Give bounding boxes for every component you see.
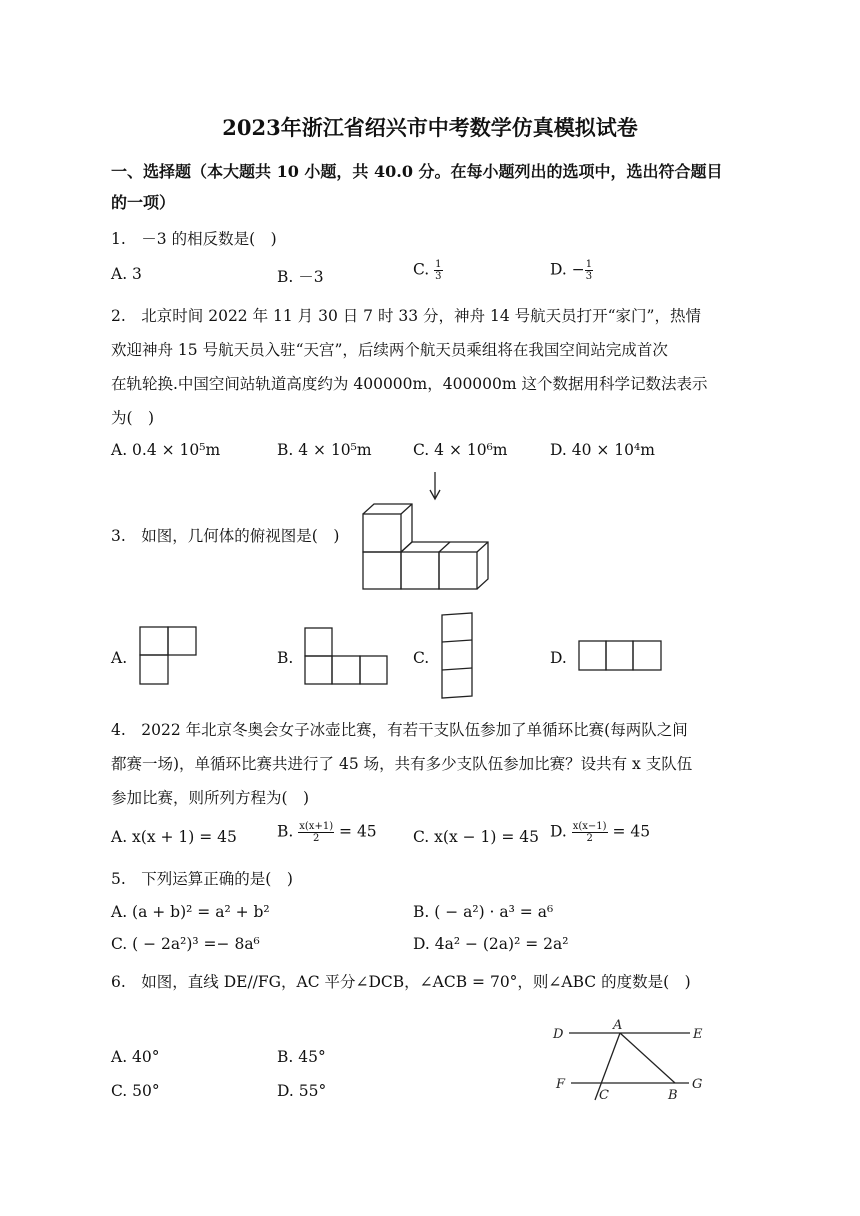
q2-option-c: C. 4 × 10⁶m bbox=[413, 441, 508, 459]
frac-numerator: x(x+1) bbox=[299, 821, 334, 832]
q6-option-d: D. 55° bbox=[277, 1082, 327, 1100]
q5-option-d: D. 4a² − (2a)² = 2a² bbox=[413, 935, 569, 953]
label-b: B bbox=[668, 1088, 678, 1103]
q1-option-c-fraction bbox=[434, 259, 442, 282]
label-a: A bbox=[613, 1018, 623, 1033]
question-4-stem-line3: 参加比赛，则所列方程为( ) bbox=[111, 789, 310, 807]
question-4-stem-line2: 都赛一场)，单循环比赛共进行了 45 场，共有多少支队伍参加比赛？设共有 x 支队伍 bbox=[111, 755, 693, 773]
q1-option-c bbox=[413, 259, 443, 282]
q6-option-c: C. 50° bbox=[111, 1082, 160, 1100]
q4-option-d bbox=[550, 821, 650, 844]
section-header-line1: 一、选择题（本大题共 10 小题，共 40.0 分。在每小题列出的选项中，选出符合题目 bbox=[111, 162, 723, 181]
label-f: F bbox=[556, 1077, 566, 1092]
q3-option-c-figure bbox=[440, 612, 476, 700]
section-header-line2: 的一项） bbox=[111, 193, 176, 212]
question-6-stem: 6. 如图，直线 DE//FG，AC 平分∠DCB，∠ACB = 70°，则∠ABC 的度数是( ) bbox=[111, 973, 691, 991]
q4-option-a: A. x(x + 1) = 45 bbox=[111, 828, 237, 846]
frac-denominator: 2 bbox=[312, 833, 320, 844]
frac-numerator: 1 bbox=[585, 259, 593, 270]
q3-option-d-label: D. bbox=[550, 649, 567, 667]
question-1-stem: 1. －3 的相反数是( ) bbox=[111, 230, 277, 248]
question-3-stem: 3. 如图，几何体的俯视图是( ) bbox=[111, 527, 340, 545]
label-g: G bbox=[692, 1077, 703, 1092]
question-2-stem-line2: 欢迎神舟 15 号航天员入驻“天宫”，后续两个航天员乘组将在我国空间站完成首次 bbox=[111, 341, 668, 359]
q6-option-b: B. 45° bbox=[277, 1048, 326, 1066]
q6-geometry-figure bbox=[550, 1016, 720, 1106]
q3-option-a-figure bbox=[139, 626, 199, 686]
q4-option-b-prefix: B. bbox=[277, 822, 294, 841]
q6-option-a: A. 40° bbox=[111, 1048, 160, 1066]
frac-denominator: 3 bbox=[585, 271, 593, 282]
frac-denominator: 2 bbox=[586, 833, 593, 844]
q3-solid-figure bbox=[360, 472, 500, 597]
frac-numerator: x(x−1) bbox=[572, 821, 607, 832]
q4-option-d-rhs: = 45 bbox=[612, 822, 651, 841]
q1-option-d-fraction bbox=[585, 259, 593, 282]
q1-option-c-prefix: C. bbox=[413, 260, 430, 279]
q4-option-b-fraction bbox=[298, 821, 334, 844]
label-e: E bbox=[693, 1027, 703, 1042]
q4-option-b-rhs: = 45 bbox=[339, 822, 377, 841]
q5-option-a: A. (a + b)² = a² + b² bbox=[111, 903, 270, 921]
frac-denominator: 3 bbox=[435, 271, 442, 282]
q1-option-d-prefix: D. − bbox=[550, 260, 585, 279]
question-5-stem: 5. 下列运算正确的是( ) bbox=[111, 870, 293, 888]
q3-option-d-figure bbox=[578, 640, 664, 672]
label-d: D bbox=[553, 1027, 564, 1042]
question-4-stem-line1: 4. 2022 年北京冬奥会女子冰壶比赛，有若干支队伍参加了单循环比赛(每两队之间 bbox=[111, 721, 688, 739]
question-2-stem-line3: 在轨轮换.中国空间站轨道高度约为 400000m，400000m 这个数据用科学记数法表示 bbox=[111, 375, 708, 393]
q2-option-a: A. 0.4 × 10⁵m bbox=[111, 441, 221, 459]
q5-option-c: C. ( − 2a²)³ =− 8a⁶ bbox=[111, 935, 260, 953]
q1-option-a: A. 3 bbox=[111, 265, 142, 283]
q3-option-b-label: B. bbox=[277, 649, 294, 667]
q4-option-b bbox=[277, 821, 377, 844]
q2-option-d: D. 40 × 10⁴m bbox=[550, 441, 655, 459]
q4-option-d-prefix: D. bbox=[550, 822, 567, 841]
question-2-stem-line1: 2. 北京时间 2022 年 11 月 30 日 7 时 33 分，神舟 14 号航天员打开“家门”，热情 bbox=[111, 307, 701, 325]
q4-option-c: C. x(x − 1) = 45 bbox=[413, 828, 540, 846]
frac-numerator: 1 bbox=[435, 259, 442, 270]
q4-option-d-fraction bbox=[572, 821, 608, 844]
q5-option-b: B. ( − a²) · a³ = a⁶ bbox=[413, 903, 554, 921]
question-2-stem-line4: 为( ) bbox=[111, 409, 155, 427]
q3-option-c-label: C. bbox=[413, 649, 430, 667]
label-c: C bbox=[599, 1088, 609, 1103]
page-title: 2023年浙江省绍兴市中考数学仿真模拟试卷 bbox=[222, 115, 638, 140]
q3-option-b-figure bbox=[304, 627, 390, 687]
q1-option-d bbox=[550, 259, 593, 282]
q2-option-b: B. 4 × 10⁵m bbox=[277, 441, 372, 459]
q1-option-b: B. －3 bbox=[277, 268, 324, 286]
q3-option-a-label: A. bbox=[111, 649, 128, 667]
